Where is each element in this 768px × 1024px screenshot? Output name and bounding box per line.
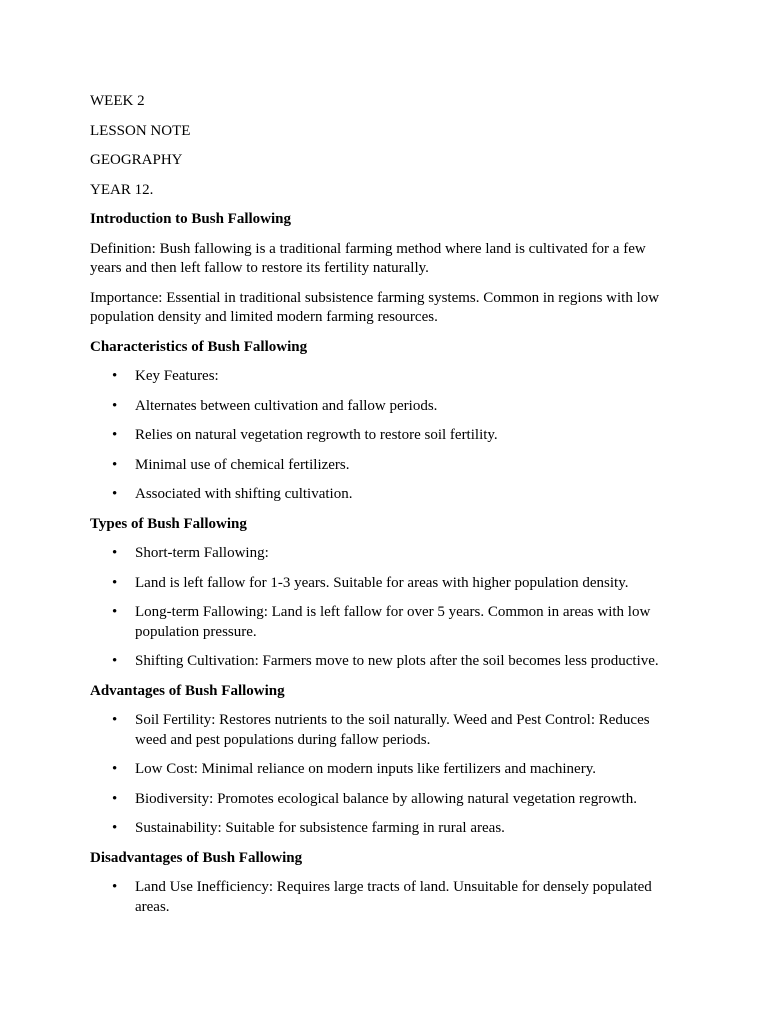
bullet-icon: • [112,712,118,728]
list-item-text: Biodiversity: Promotes ecological balance by allowing natural vegetation regrowth. [135,790,637,807]
year-label: YEAR 12. [90,181,154,198]
bullet-icon: • [112,486,118,502]
list-item-text: Long-term Fallowing: Land is left fallow for over 5 years. Common in areas with low population pressure. [135,604,651,640]
week-label: WEEK 2 [90,93,145,109]
list-item [90,485,668,505]
bullet-icon: • [112,761,118,777]
bullet-icon: • [112,790,118,807]
list-item [90,652,668,672]
list-item [90,790,668,810]
list-item-text: Land is left fallow for 1-3 years. Suitable for areas with higher population density. [135,574,629,591]
list-item-text: Land Use Inefficiency: Requires large tracts of land. Unsuitable for densely populated areas. [135,879,652,915]
list-item [90,367,668,387]
list-item-text: Associated with shifting cultivation. [135,486,353,502]
list-item-text: Soil Fertility: Restores nutrients to the soil naturally. Weed and Pest Control: Reduces weed and pest populations during fallow periods. [135,712,650,748]
list-item [90,544,668,564]
list-item-text: Key Features: [135,368,219,384]
list-item-text: Shifting Cultivation: Farmers move to new plots after the soil becomes less productive. [135,653,659,669]
list-item [90,760,668,780]
advantages-list [90,711,668,839]
list-item [90,819,668,839]
list-item-text: Alternates between cultivation and fallow periods. [135,397,438,414]
characteristics-heading: Characteristics of Bush Fallowing [90,338,308,355]
list-item [90,711,668,750]
subject-label: GEOGRAPHY [90,152,183,168]
types-heading: Types of Bush Fallowing [90,515,247,532]
list-item [90,574,668,594]
list-item-text: Low Cost: Minimal reliance on modern inputs like fertilizers and machinery. [135,761,596,777]
bullet-icon: • [112,545,118,561]
characteristics-list [90,367,668,505]
definition-paragraph: Definition: Bush fallowing is a traditional farming method where land is cultivated for a few years and then left fallow to restore its fertility naturally. [90,240,646,276]
list-item [90,426,668,446]
list-item-text: Short-term Fallowing: [135,545,269,561]
bullet-icon: • [112,368,118,384]
list-item-text: Minimal use of chemical fertilizers. [135,456,350,473]
intro-heading: Introduction to Bush Fallowing [90,211,292,227]
lesson-note-label: LESSON NOTE [90,122,191,139]
disadvantages-heading: Disadvantages of Bush Fallowing [90,849,303,866]
disadvantages-list [90,878,668,917]
list-item [90,397,668,417]
list-item [90,603,668,642]
importance-paragraph: Importance: Essential in traditional subsistence farming systems. Common in regions with low population density and limited modern farming resources. [90,289,660,325]
bullet-icon: • [112,653,118,669]
bullet-icon: • [112,574,118,591]
list-item [90,878,668,917]
bullet-icon: • [112,456,118,473]
bullet-icon: • [112,427,118,443]
list-item-text: Relies on natural vegetation regrowth to restore soil fertility. [135,427,498,443]
types-list [90,544,668,672]
bullet-icon: • [112,397,118,414]
bullet-icon: • [112,879,118,895]
bullet-icon: • [112,604,118,620]
list-item [90,456,668,476]
advantages-heading: Advantages of Bush Fallowing [90,682,285,699]
list-item-text: Sustainability: Suitable for subsistence farming in rural areas. [135,820,505,836]
bullet-icon: • [112,820,118,836]
